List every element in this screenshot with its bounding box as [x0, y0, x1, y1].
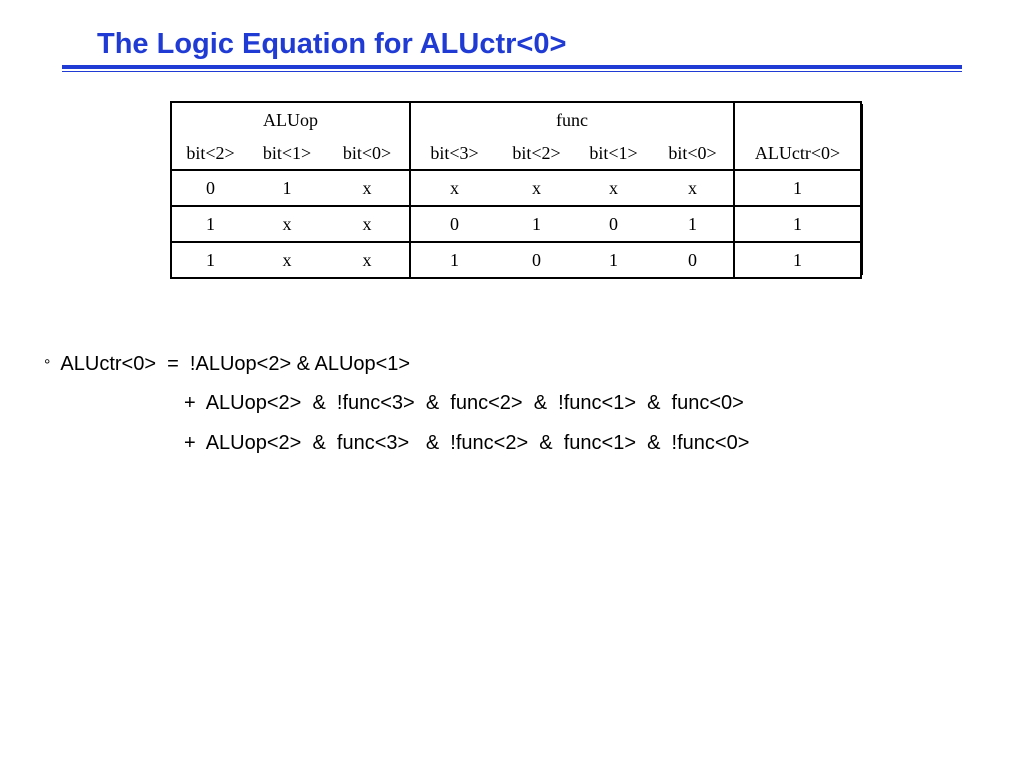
equation-line-1 [44, 352, 410, 378]
title-underline-thick [62, 65, 962, 69]
group-header-func: func [410, 102, 734, 137]
table-cell: 1 [575, 242, 652, 278]
group-header-output [734, 102, 861, 137]
column-header-func-bit2: bit<2> [512, 142, 561, 163]
column-header-func-bit1: bit<1> [589, 142, 638, 163]
table-cell: 1 [171, 206, 249, 242]
title-underline-thin [62, 71, 962, 72]
table-cell: 1 [734, 206, 861, 242]
equation-line-3: + ALUop<2> & func<3> & !func<2> & func<1> & !func<0> [184, 432, 750, 454]
table-row [171, 170, 861, 206]
table-cell: x [498, 170, 575, 206]
table-group-header-row [171, 102, 861, 137]
table-cell: 0 [575, 206, 652, 242]
column-header-aluop-bit1: bit<1> [262, 142, 312, 163]
table-cell: 1 [410, 242, 498, 278]
table-cell: 0 [171, 170, 249, 206]
table-cell: 0 [652, 242, 734, 278]
column-header-aluop-bit2: bit<2> [171, 137, 249, 170]
table-cell: 1 [652, 206, 734, 242]
truth-table-frame [170, 101, 860, 272]
bullet-icon: ° [44, 357, 51, 374]
table-row [171, 242, 861, 278]
table-cell: x [325, 206, 410, 242]
table-cell: x [249, 242, 325, 278]
column-header-func-bit0: bit<0> [652, 137, 734, 170]
table-cell: 1 [249, 170, 325, 206]
table-cell: x [249, 206, 325, 242]
table-cell: x [325, 242, 410, 278]
table-cell: 0 [498, 242, 575, 278]
table-cell: 1 [734, 170, 861, 206]
equation-line-2: + ALUop<2> & !func<3> & func<2> & !func<1> & func<0> [184, 392, 744, 414]
table-cell: x [410, 170, 498, 206]
table-cell: 1 [171, 242, 249, 278]
truth-table [170, 101, 862, 279]
table-cell: x [325, 170, 410, 206]
table-cell: 0 [410, 206, 498, 242]
column-header-aluop-bit0: bit<0> [325, 137, 410, 170]
slide-title: The Logic Equation for ALUctr<0> [97, 28, 567, 60]
table-cell: 1 [498, 206, 575, 242]
table-column-header-row [171, 137, 861, 170]
table-cell: 1 [734, 242, 861, 278]
table-cell: x [575, 170, 652, 206]
table-row [171, 206, 861, 242]
group-header-aluop: ALUop [171, 102, 410, 137]
column-header-aluctr0: ALUctr<0> [734, 137, 861, 170]
column-header-func-bit3: bit<3> [430, 142, 479, 163]
equation-text-1: ALUctr<0> = !ALUop<2> & ALUop<1> [60, 353, 411, 375]
table-cell: x [652, 170, 734, 206]
